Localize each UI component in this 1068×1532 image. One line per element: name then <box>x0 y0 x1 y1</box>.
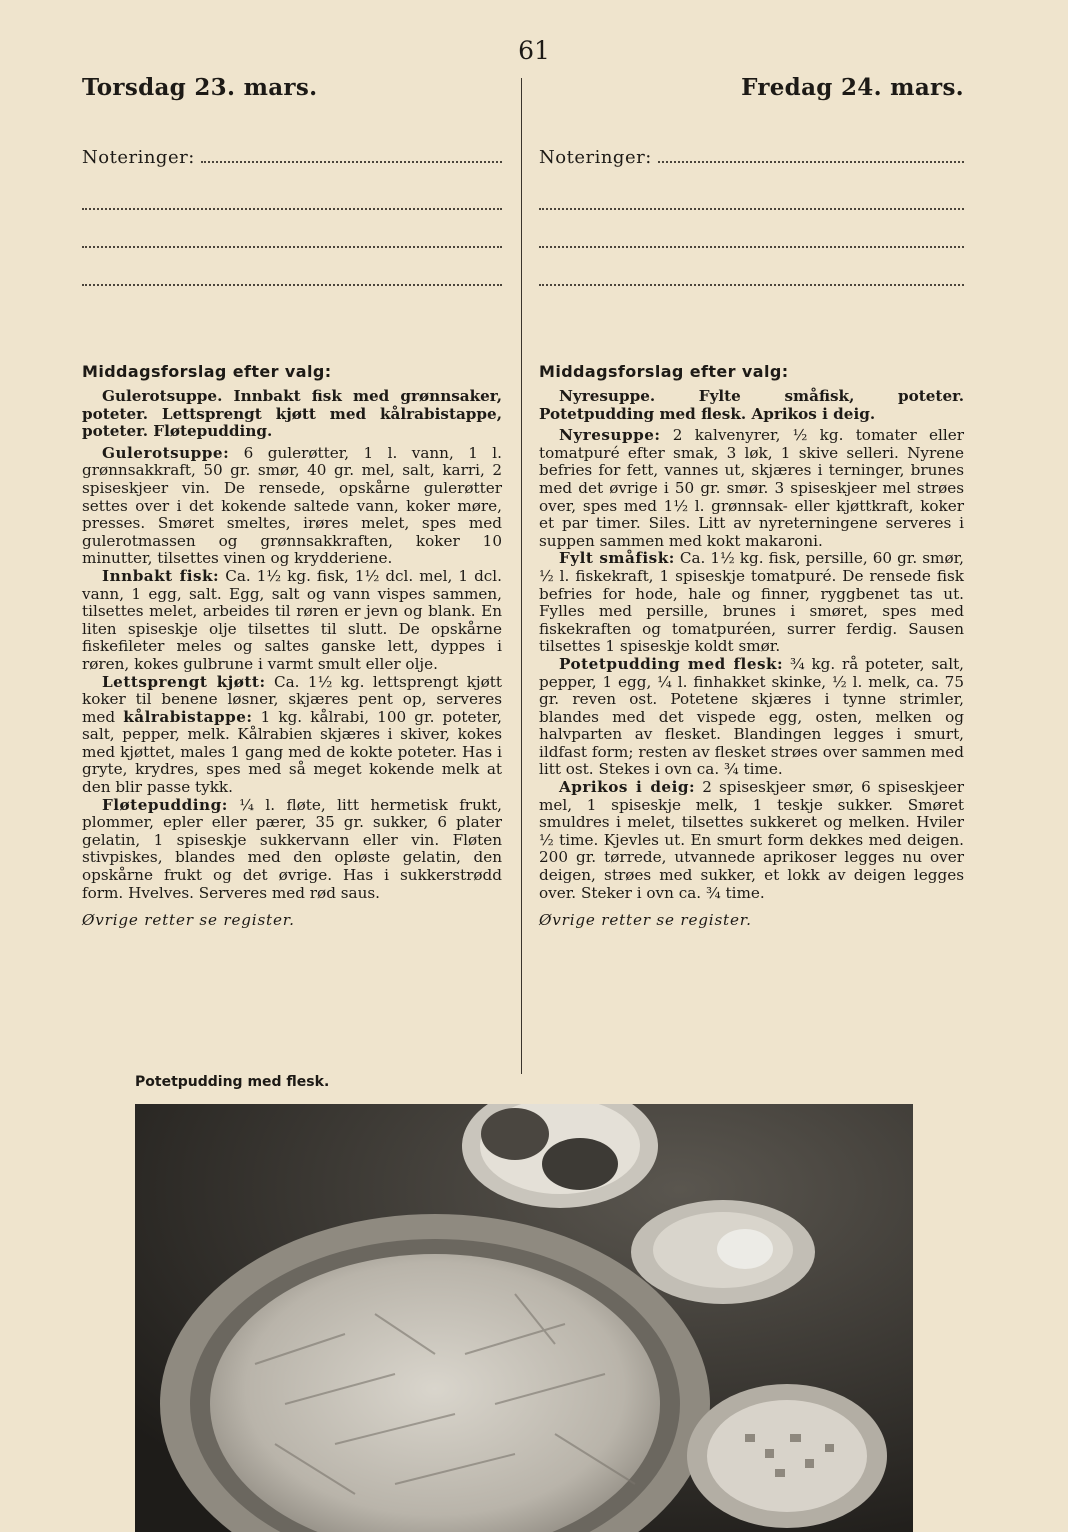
recipe-cream-pudding <box>82 797 502 903</box>
recipe-label: Fløtepudding: <box>102 795 228 814</box>
recipe-text: Ca. 1½ kg. fisk, 1½ dcl. mel, 1 dcl. vann, 1 egg, salt. Egg, salt og vann vispes sammen, tilsettes melet, arbeides til røren er jevn og blank. En liten spiseskje olje tilsettes til slutt. De opskårne fiskefileter meles og saltes ganske lett, dyppes i røren, kokes gulbrune i varmt smult eller olje. <box>82 566 502 673</box>
dinner-suggestions-title-left: Middagsforslag efter valg: <box>82 362 332 381</box>
recipe-text: 2 spiseskjeer smør, 6 spiseskjeer mel, 1 spiseskje melk, 1 teskje sukker. Smøret smuldres i melet, tilsettes sukkeret og melken. Hviler ½ time. Kjevles ut. En smurt form dekkes med deigen. 200 gr. tørrede, utvannede aprikoser legges nu over deigen, strøes med sukker, et lokk av deigen legges over. Steker i ovn ca. ¾ time. <box>539 778 964 902</box>
notes-dotted-line <box>82 244 502 248</box>
recipe-stuffed-small-fish <box>539 550 964 656</box>
recipes-right <box>539 388 964 930</box>
recipe-apricot-pastry <box>539 779 964 902</box>
recipe-label: Nyresuppe: <box>559 426 661 445</box>
column-divider <box>521 78 522 1074</box>
recipe-text: Ca. 1½ kg. lettsprengt kjøtt koker til benene løsner, skjæres pent op, serveres med <box>82 672 502 726</box>
right-column <box>539 72 964 286</box>
recipe-potato-pudding <box>539 656 964 779</box>
recipe-kidney-soup <box>539 427 964 550</box>
recipe-battered-fish <box>82 568 502 674</box>
recipe-salted-meat <box>82 674 502 797</box>
other-dishes-note-left: Øvrige retter se register. <box>82 911 295 930</box>
recipes-left <box>82 388 502 930</box>
recipe-text: ¾ kg. rå poteter, salt, pepper, 1 egg, ¼ l. finhakket skinke, ½ l. melk, ca. 75 gr. reven ost. Potetene skjæres i tynne strimler, blandes med det vispede egg, osten, melken og halvparten av flesket. Blandingen legges i smurt, ildfast form; resten av flesket strøes over sammen med litt ost. Stekes i ovn ca. ¾ time. <box>539 654 964 779</box>
menu-summary-left: Gulerotsuppe. Innbakt fisk med grønnsaker, poteter. Lettsprengt kjøtt med kålrabistappe, poteter. Fløtepudding. <box>82 387 502 441</box>
recipe-label: Lettsprengt kjøtt: <box>102 672 266 691</box>
photo-caption: Potetpudding med flesk. <box>135 1074 330 1090</box>
recipe-label: Fylt småfisk: <box>559 549 675 568</box>
notes-line-right <box>539 146 964 168</box>
recipe-label: Innbakt fisk: <box>102 566 220 585</box>
notes-dotted-line <box>201 147 502 163</box>
day-heading-thursday: Torsdag 23. mars. <box>82 74 318 101</box>
recipe-label: kålrabistappe: <box>123 707 253 726</box>
dinner-suggestions-title-right: Middagsforslag efter valg: <box>539 362 789 381</box>
page-number: 61 <box>518 36 550 65</box>
notes-dotted-line <box>539 244 964 248</box>
notes-dotted-line <box>82 282 502 286</box>
potato <box>481 1108 549 1160</box>
notes-dotted-line <box>539 206 964 210</box>
recipe-text: 1 kg. kålrabi, 100 gr. poteter, salt, pepper, melk. Kålrabien skjæres i skiver, kokes med kjøttet, males 1 gang med de kokte poteter. Has i gryte, krydres, spes med så meget kokende melk at den blir passe tykk. <box>82 707 502 797</box>
recipe-label: Aprikos i deig: <box>559 778 696 797</box>
recipe-text: 2 kalvenyrer, ½ kg. tomater eller tomatpuré efter smak, 3 løk, 1 skive selleri. Nyrene befries for fett, vannes ut, skjæres i terninger, brunes med det øvrige i 50 gr. smør. 3 spiseskjeer mel strøes over, spes med 1½ l. grønnsak- eller kjøttkraft, koker et par timer. Siles. Litt av nyreterningene serveres i suppen sammen med kokt makaroni. <box>539 426 964 550</box>
notes-dotted-line <box>658 147 964 163</box>
recipe-label: Potetpudding med flesk: <box>559 654 784 673</box>
menu-summary-right: Nyresuppe. Fylte småfisk, poteter. Potetpudding med flesk. Aprikos i deig. <box>539 387 964 423</box>
recipe-carrot-soup <box>82 445 502 568</box>
left-column <box>82 72 502 286</box>
food-photo <box>135 1104 913 1532</box>
recipe-text: Ca. 1½ kg. fisk, persille, 60 gr. smør, ½ l. fiskekraft, 1 spiseskje tomatpuré. De rensede fisk befries for hode, hale og finner, ryggbenet tas ut. Fylles med persille, brunes i smøret, spes med fiskekraften og tomatpuréen, surrer ferdig. Sausen tilsettes 1 spiseskje koldt smør. <box>539 549 964 656</box>
notes-dotted-line <box>82 206 502 210</box>
notes-dotted-line <box>539 282 964 286</box>
notes-area-right <box>539 146 964 286</box>
notes-line-left <box>82 146 502 168</box>
recipe-label: Gulerotsuppe: <box>102 443 230 462</box>
recipe-text: ¼ l. fløte, litt hermetisk frukt, plommer, epler eller pærer, 35 gr. sukker, 6 plater gelatin, 1 spiseskje sukkervann eller vin. Fløten stivpiskes, blandes med den opløste gelatin, den opskårne frukt og det øvrige. Has i sukkerstrødd form. Hvelves. Serveres med rød saus. <box>82 795 502 902</box>
day-heading-friday: Fredag 24. mars. <box>741 74 964 101</box>
notes-label-left: Noteringer: <box>82 147 195 168</box>
notes-area-left <box>82 146 502 286</box>
potato <box>542 1138 618 1190</box>
food-photo-illustration <box>135 1104 913 1532</box>
recipe-text: 6 gulerøtter, 1 l. vann, 1 l. grønnsakkraft, 50 gr. smør, 40 gr. mel, salt, karri, 2 spiseskjeer vin. De rensede, opskårne gulerøtter settes over i det kokende saltede vann, koker møre, presses. Smøret smeltes, irøres melet, spes med gulerotmassen og grønnsakkraften, koker 10 minutter, tilsettes vinen og krydderiene. <box>82 443 502 568</box>
notes-label-right: Noteringer: <box>539 147 652 168</box>
other-dishes-note-right: Øvrige retter se register. <box>539 911 752 930</box>
